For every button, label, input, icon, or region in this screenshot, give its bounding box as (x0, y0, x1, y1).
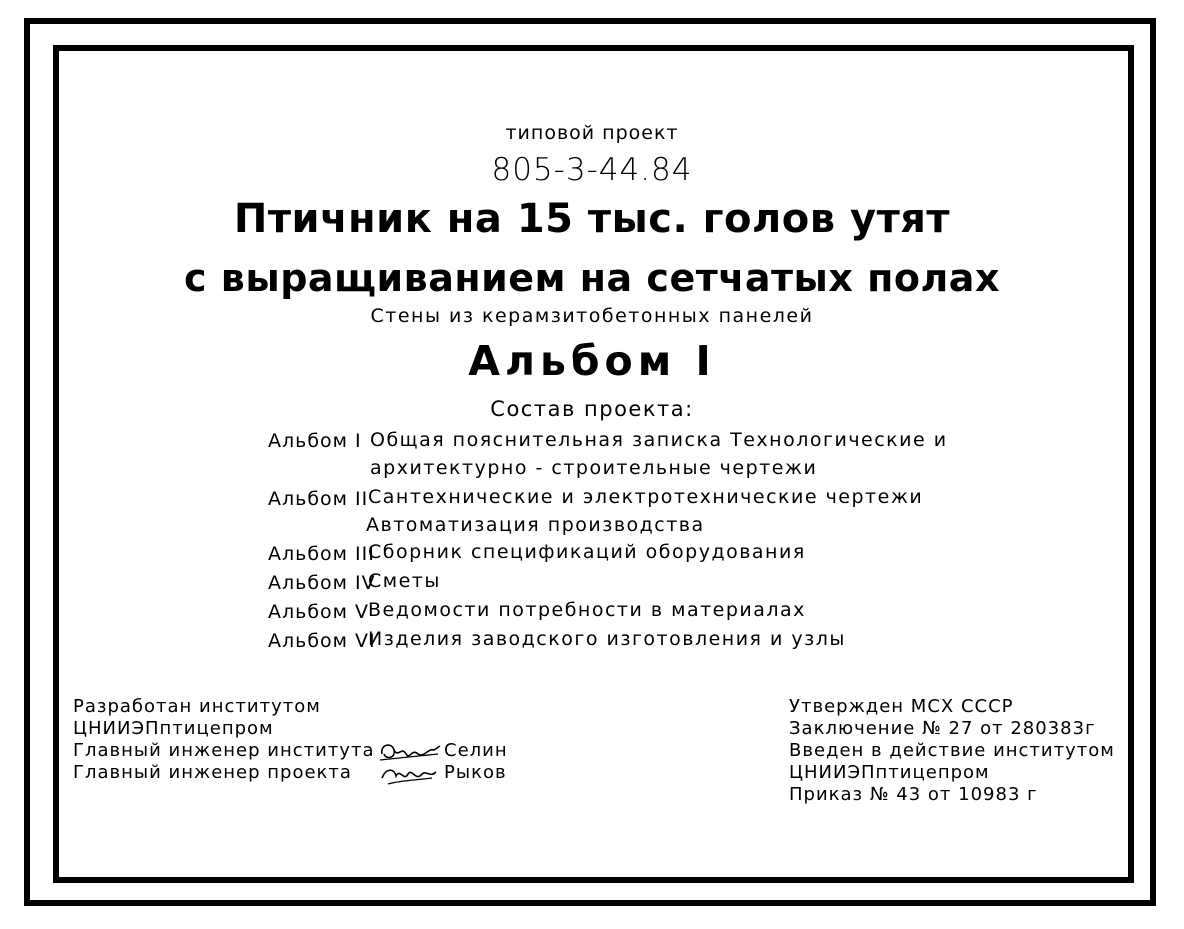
album-description: архитектурно - строительные чертежи (370, 457, 818, 479)
chief-engineer-institute-label: Главный инженер института (73, 740, 375, 761)
album-description: Сборник спецификаций оборудования (368, 541, 806, 563)
chief-engineer-project-name: Рыков (444, 762, 507, 783)
conclusion-number: Заключение № 27 от 280383г (789, 718, 1096, 739)
project-type: типовой проект (505, 122, 679, 144)
approval-institute: ЦНИИЭПптицепром (789, 762, 990, 783)
composition-heading: Состав проекта: (490, 397, 694, 421)
developer-institute: ЦНИИЭПптицепром (73, 718, 274, 739)
album-description: Ведомости потребности в материалах (368, 599, 806, 621)
chief-engineer-institute-name: Селин (444, 740, 508, 761)
signature-selin (378, 738, 444, 788)
developer-block (73, 696, 374, 784)
album-label: Альбом III (268, 543, 375, 565)
project-code: 805-3-44.84 (491, 152, 693, 188)
album-label: Альбом II (268, 488, 369, 510)
album-label: Альбом I (268, 430, 362, 452)
album-label: Альбом V (268, 601, 370, 623)
album-description: Общая пояснительная записка Технологические и (370, 429, 948, 451)
album-heading: Альбом I (468, 337, 716, 385)
approved-by: Утвержден МСХ СССР (789, 696, 1014, 717)
order-number: Приказ № 43 от 10983 г (789, 784, 1038, 805)
enacted-by: Введен в действие институтом (789, 740, 1115, 761)
title-line-1: Птичник на 15 тыс. голов утят (233, 196, 951, 242)
album-description: Автоматизация производства (366, 514, 705, 536)
signatory-names (444, 740, 508, 784)
developer-line: Разработан институтом (73, 696, 321, 717)
approval-block (789, 696, 1115, 806)
album-label: Альбом IV (268, 572, 376, 594)
chief-engineer-project-label: Главный инженер проекта (73, 762, 352, 783)
album-description: Сантехнические и электротехнические чертежи (368, 486, 924, 508)
walls-subtitle: Стены из керамзитобетонных панелей (370, 305, 814, 327)
title-line-2: с выращиванием на сетчатых полах (184, 256, 1000, 300)
album-description: Сметы (368, 570, 441, 592)
album-description: Изделия заводского изготовления и узлы (368, 628, 846, 650)
album-label: Альбом VI (268, 630, 376, 652)
